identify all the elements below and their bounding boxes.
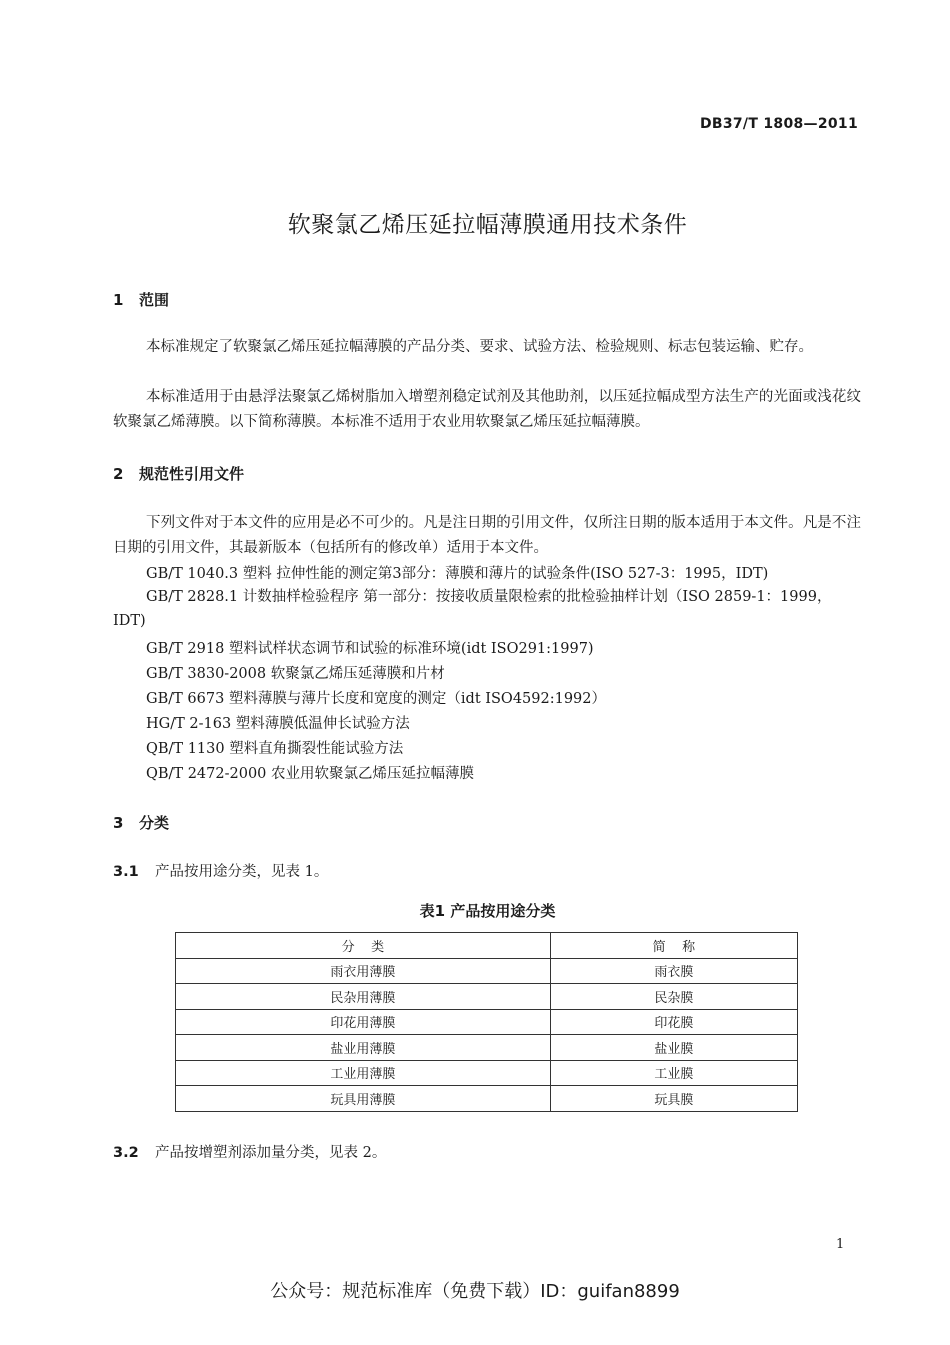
reference-item: GB/T 2828.1 计数抽样检验程序 第一部分：按接收质量限检索的批检验抽样计划（ISO 2859-1：1999，IDT) [113, 589, 832, 629]
reference-item: HG/T 2-163 塑料薄膜低温伸长试验方法 [146, 716, 410, 732]
section-number: 3 [113, 814, 124, 832]
table-cell: 盐业膜 [550, 1035, 797, 1061]
table-row [176, 1009, 798, 1035]
section-title: 规范性引用文件 [139, 465, 245, 483]
table-1 [175, 932, 798, 1112]
section-title: 分类 [139, 814, 170, 832]
clause-3-2 [113, 1141, 386, 1165]
table-header-row [176, 933, 798, 959]
reference-item: QB/T 2472-2000 农业用软聚氯乙烯压延拉幅薄膜 [146, 766, 475, 782]
section-2-heading [113, 463, 244, 484]
scope-paragraph-2: 本标准适用于由悬浮法聚氯乙烯树脂加入增塑剂稳定试剂及其他助剂，以压延拉幅成型方法生产的光面或浅花纹软聚氯乙烯薄膜。以下简称薄膜。本标准不适用于农业用软聚氯乙烯压延拉幅薄膜。 [113, 389, 861, 430]
table-row [176, 958, 798, 984]
column-header-abbreviation: 简 称 [550, 933, 797, 959]
references-intro: 下列文件对于本文件的应用是必不可少的。凡是注日期的引用文件，仅所注日期的版本适用于本文件。凡是不注日期的引用文件，其最新版本（包括所有的修改单）适用于本文件。 [113, 515, 861, 556]
table-cell: 盐业用薄膜 [176, 1035, 551, 1061]
section-1-heading [113, 289, 169, 310]
section-3-heading [113, 812, 169, 833]
table-cell: 印花膜 [550, 1009, 797, 1035]
footer-watermark: 公众号：规范标准库（免费下载）ID：guifan8899 [270, 1281, 680, 1302]
page-number: 1 [836, 1237, 845, 1252]
table-cell: 玩具膜 [550, 1086, 797, 1112]
table-cell: 雨衣用薄膜 [176, 958, 551, 984]
table-row [176, 1086, 798, 1112]
reference-item: GB/T 2918 塑料试样状态调节和试验的标准环境(idt ISO291:1997) [146, 641, 594, 657]
section-title: 范围 [139, 291, 170, 309]
reference-item: GB/T 1040.3 塑料 拉伸性能的测定第3部分：薄膜和薄片的试验条件(ISO 527-3：1995，IDT) [146, 566, 769, 582]
clause-number: 3.2 [113, 1145, 139, 1161]
table-cell: 民杂膜 [550, 984, 797, 1010]
column-header-category: 分 类 [176, 933, 551, 959]
table-1-caption: 表1 产品按用途分类 [419, 902, 556, 920]
table-cell: 雨衣膜 [550, 958, 797, 984]
table-row [176, 1060, 798, 1086]
table-row [176, 984, 798, 1010]
section-number: 2 [113, 465, 124, 483]
table-cell: 民杂用薄膜 [176, 984, 551, 1010]
table-row [176, 1035, 798, 1061]
section-number: 1 [113, 291, 124, 309]
reference-item: GB/T 3830-2008 软聚氯乙烯压延薄膜和片材 [146, 666, 445, 682]
clause-3-1 [113, 860, 328, 884]
table-cell: 工业膜 [550, 1060, 797, 1086]
document-title: 软聚氯乙烯压延拉幅薄膜通用技术条件 [287, 212, 688, 238]
reference-item: GB/T 6673 塑料薄膜与薄片长度和宽度的测定（idt ISO4592:1992） [146, 691, 607, 707]
document-number: DB37/T 1808—2011 [699, 116, 858, 132]
clause-text: 产品按增塑剂添加量分类，见表 2。 [155, 1145, 387, 1161]
table-cell: 印花用薄膜 [176, 1009, 551, 1035]
clause-number: 3.1 [113, 864, 139, 880]
reference-item: QB/T 1130 塑料直角撕裂性能试验方法 [146, 741, 404, 757]
clause-text: 产品按用途分类，见表 1。 [155, 864, 329, 880]
table-cell: 玩具用薄膜 [176, 1086, 551, 1112]
table-cell: 工业用薄膜 [176, 1060, 551, 1086]
scope-paragraph-1: 本标准规定了软聚氯乙烯压延拉幅薄膜的产品分类、要求、试验方法、检验规则、标志包装运输、贮存。 [146, 339, 813, 355]
